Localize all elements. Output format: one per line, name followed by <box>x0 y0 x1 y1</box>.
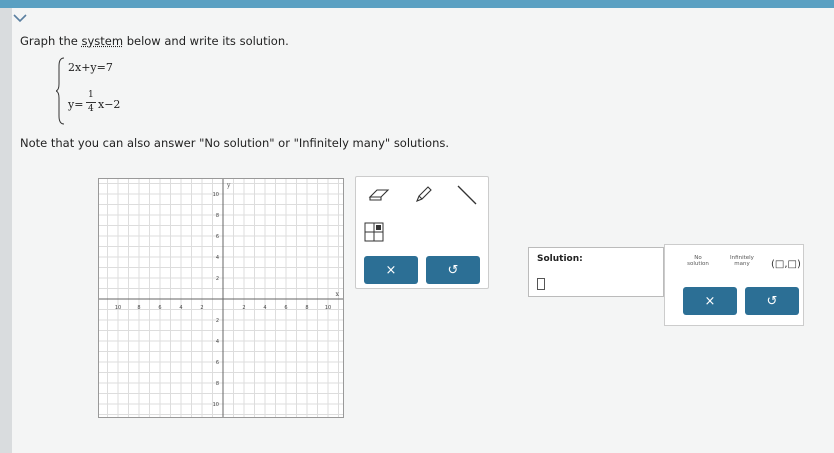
y-tick-label: 2 <box>215 318 219 324</box>
equation-1: 2x+y=7 <box>68 61 113 74</box>
answer-clear-button[interactable] <box>683 287 737 315</box>
x-tick-label: 2 <box>242 305 246 311</box>
ordered-pair-button[interactable]: (□,□) <box>771 259 801 270</box>
y-tick-label: 10 <box>212 402 219 408</box>
y-tick-label: 8 <box>215 213 219 219</box>
graph-clear-button[interactable] <box>364 256 418 284</box>
no-solution-button[interactable]: No solution <box>687 255 709 267</box>
y-tick-label: 4 <box>215 339 219 345</box>
y-tick-label: 10 <box>212 192 219 198</box>
equation-2-numerator: 1 <box>88 90 94 100</box>
prompt-before: Graph the <box>20 34 82 48</box>
line-segment-icon <box>456 184 478 206</box>
collapse-chevron-icon[interactable] <box>12 12 28 24</box>
y-tick-label: 2 <box>215 276 219 282</box>
line-tool[interactable] <box>452 181 482 209</box>
x-tick-label: 2 <box>200 305 204 311</box>
x-axis-label: x <box>335 291 339 298</box>
grid-toggle-tool[interactable] <box>362 221 386 243</box>
equation-2-left: y= <box>68 98 84 111</box>
eraser-icon <box>368 188 390 202</box>
x-tick-label: 6 <box>158 305 162 311</box>
problem-prompt <box>20 34 289 48</box>
pencil-tool[interactable] <box>408 181 438 209</box>
graph-undo-button[interactable] <box>426 256 480 284</box>
prompt-after: below and write its solution. <box>123 34 289 48</box>
x-tick-label: 8 <box>305 305 309 311</box>
equation-2-denominator: 4 <box>88 104 94 114</box>
x-tick-label: 8 <box>137 305 141 311</box>
x-tick-label: 4 <box>179 305 183 311</box>
answer-options-panel <box>664 244 804 326</box>
infinitely-many-button[interactable]: Infinitely many <box>730 255 754 267</box>
top-accent-bar <box>0 0 834 8</box>
fraction-bar <box>86 102 96 103</box>
x-tick-label: 6 <box>284 305 288 311</box>
pencil-icon <box>413 185 433 205</box>
equation-2-right: x−2 <box>98 98 121 111</box>
y-tick-label: 8 <box>215 381 219 387</box>
close-icon: × <box>704 293 716 309</box>
undo-icon: ↺ <box>766 293 778 309</box>
y-tick-label: 6 <box>215 360 219 366</box>
coordinate-plane[interactable] <box>98 178 344 418</box>
y-tick-label: 6 <box>215 234 219 240</box>
system-brace-icon <box>56 56 66 126</box>
graph-tool-panel <box>355 176 489 289</box>
solution-box <box>528 247 664 297</box>
answer-note: Note that you can also answer "No solution" or "Infinitely many" solutions. <box>20 136 450 150</box>
y-axis-label: y <box>227 182 231 189</box>
eraser-tool[interactable] <box>364 181 394 209</box>
x-tick-label: 4 <box>263 305 267 311</box>
close-icon: × <box>385 262 397 278</box>
system-link[interactable]: system <box>81 34 124 48</box>
x-tick-label: 10 <box>114 305 122 311</box>
equation-system <box>56 56 146 126</box>
solution-title: Solution: <box>537 254 583 264</box>
grid-canvas[interactable] <box>99 179 343 417</box>
undo-icon: ↺ <box>447 262 459 278</box>
x-tick-label: 10 <box>324 305 332 311</box>
y-tick-label: 4 <box>215 255 219 261</box>
solution-input[interactable] <box>537 278 545 290</box>
grid-fraction-icon <box>364 222 384 242</box>
answer-undo-button[interactable] <box>745 287 799 315</box>
